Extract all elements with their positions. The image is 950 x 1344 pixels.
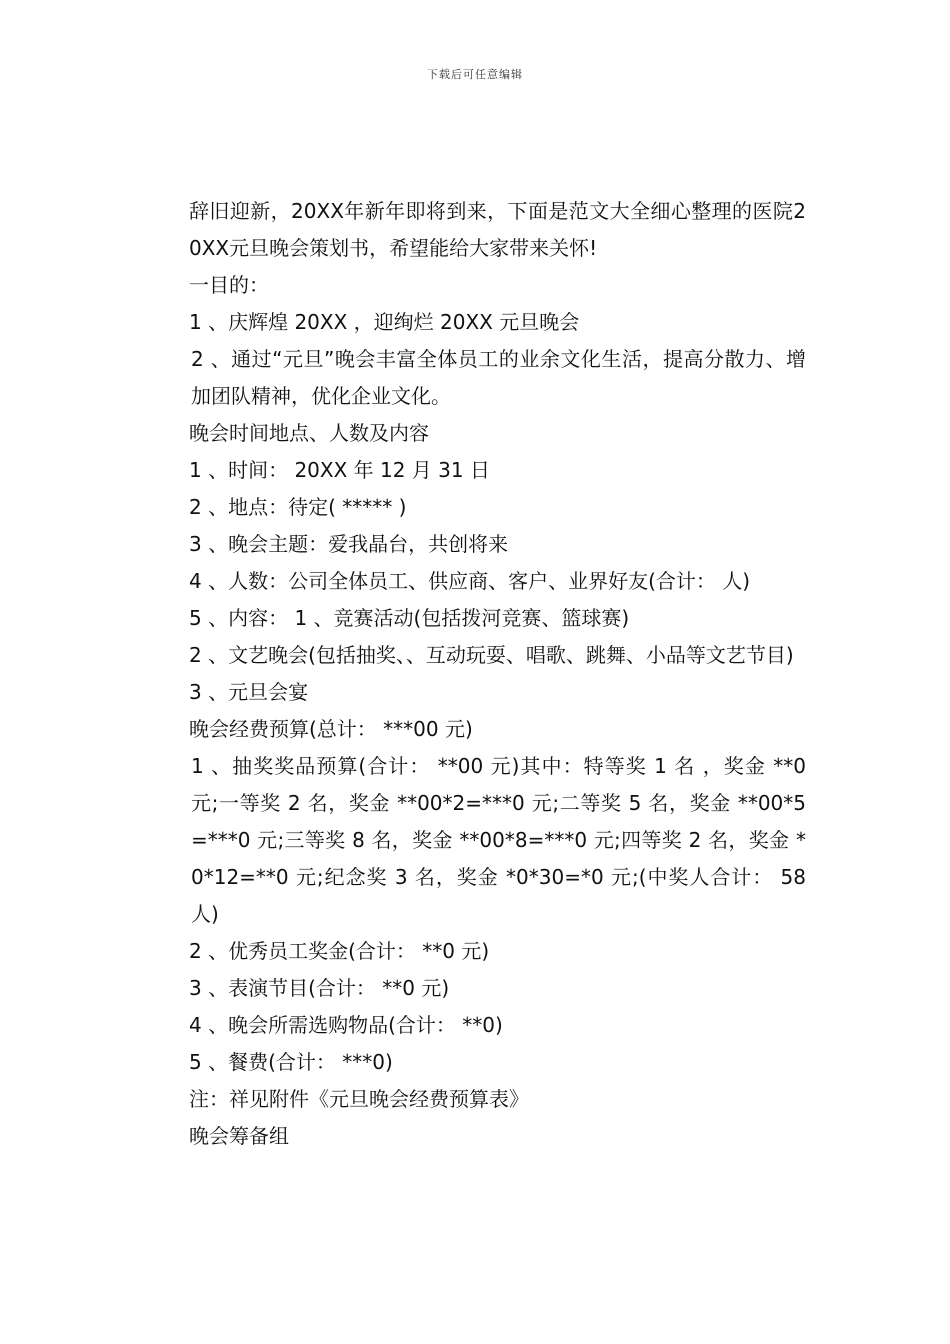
budget-item-5: 5 、餐费(合计： ***0) xyxy=(189,1050,393,1074)
detail-place: 2 、地点：待定( ***** ) xyxy=(189,495,407,519)
budget-item-2: 2 、优秀员工奖金(合计： **0 元) xyxy=(189,939,490,963)
section-budget-heading: 晚会经费预算(总计： ***00 元) xyxy=(189,717,473,741)
detail-theme: 3 、晚会主题：爱我晶台，共创将来 xyxy=(189,532,509,556)
page-header: 下载后可任意编辑 xyxy=(427,68,523,81)
intro-paragraph: 辞旧迎新，20XX年新年即将到来，下面是范文大全细心整理的医院20XX元旦晚会策划书，希望能给大家带来关怀! xyxy=(189,199,806,260)
budget-item-4: 4 、晚会所需选购物品(合计： **0) xyxy=(189,1013,503,1037)
purpose-item-1: 1 、庆辉煌 20XX ，迎绚烂 20XX 元旦晚会 xyxy=(189,310,580,334)
note-line: 注：祥见附件《元旦晚会经费预算表》 xyxy=(189,1087,529,1111)
budget-item-3: 3 、表演节目(合计： **0 元) xyxy=(189,976,450,1000)
detail-attendees: 4 、人数：公司全体员工、供应商、客户、业界好友(合计： 人) xyxy=(189,569,751,593)
detail-time: 1 、时间： 20XX 年 12 月 31 日 xyxy=(189,458,490,482)
section-purpose-heading: 一目的： xyxy=(189,273,269,297)
section-time-place-heading: 晚会时间地点、人数及内容 xyxy=(189,421,429,445)
purpose-item-2: 2 、通过“元旦”晚会丰富全体员工的业余文化生活，提高分散力、增加团队精神，优化企业文化。 xyxy=(191,347,806,408)
signature-line: 晚会筹备组 xyxy=(189,1124,289,1148)
detail-content: 5 、内容： 1 、竞赛活动(包括拨河竞赛、篮球赛) xyxy=(189,606,630,630)
content-item-3: 3 、元旦会宴 xyxy=(189,680,309,704)
content-item-2: 2 、文艺晚会(包括抽奖、、互动玩耍、唱歌、跳舞、小品等文艺节目) xyxy=(189,643,794,667)
budget-item-1: 1 、抽奖奖品预算(合计： **00 元)其中：特等奖 1 名 ，奖金 **0 元;一等奖 2 名，奖金 **00*2=***0 元;二等奖 5 名，奖金 **00*5=***0 元;三等奖 8 名，奖金 **00*8=***0 元;四等奖 2 名，奖金 *0*12=**0 元;纪念奖 3 名，奖金 *0*30=*0 元;(中奖人合计： 58 人) xyxy=(191,754,806,926)
document-body xyxy=(146,193,806,1155)
